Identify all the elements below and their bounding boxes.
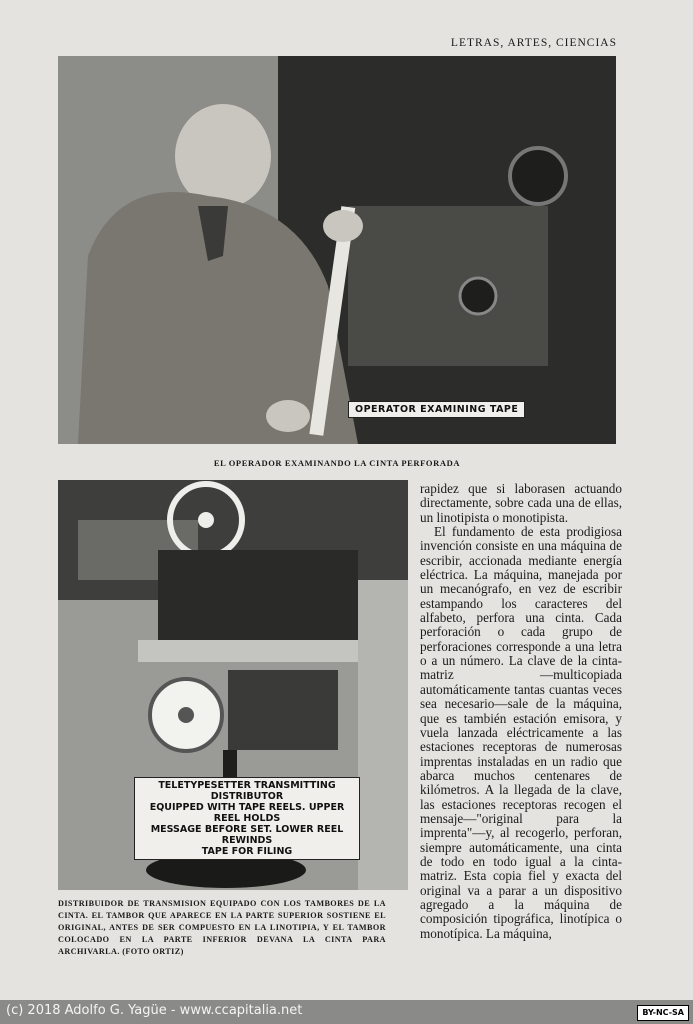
operator-photo-sign: OPERATOR EXAMINING TAPE bbox=[348, 401, 525, 418]
sign-line: EQUIPPED WITH TAPE REELS. UPPER REEL HOLDS bbox=[149, 802, 345, 824]
cc-license-badge: BY-NC-SA bbox=[637, 1005, 689, 1021]
sign-line: TAPE FOR FILING bbox=[201, 846, 293, 857]
photo2-caption: DISTRIBUIDOR DE TRANSMISION EQUIPADO CON LOS TAMBORES DE LA CINTA. EL TAMBOR QUE APARECE EN LA PARTE SUPERIOR SOSTIENE EL ORIGINAL, ANTES DE SER COMPUESTO EN LA LINOTIPIA, Y EL TAMBOR COLOCADO EN LA PARTE INFERIOR DEVANA LA CINTA PARA ARCHIVARLA. (FOTO ORTIZ) bbox=[58, 899, 386, 956]
sign-line: MESSAGE BEFORE SET. LOWER REEL REWINDS bbox=[150, 824, 344, 846]
footer-bar bbox=[0, 1000, 693, 1024]
operator-photo bbox=[58, 56, 616, 444]
photo1-caption: EL OPERADOR EXAMINANDO LA CINTA PERFORADA bbox=[213, 458, 461, 468]
sign-line: TELETYPESETTER TRANSMITTING DISTRIBUTOR bbox=[158, 780, 336, 802]
running-head: LETRAS, ARTES, CIENCIAS bbox=[450, 37, 617, 49]
operator-photo-illustration bbox=[58, 56, 616, 444]
distributor-photo-sign bbox=[134, 777, 360, 860]
copyright-credit: (c) 2018 Adolfo G. Yagüe - www.ccapitalia.net bbox=[6, 1003, 303, 1018]
article-column bbox=[420, 482, 622, 941]
article-paragraph: rapidez que si laborasen actuando directamente, sobre cada una de ellas, un linotipista o monotipista. bbox=[420, 481, 622, 525]
distributor-photo bbox=[58, 480, 408, 890]
article-paragraph: El fundamento de esta prodigiosa invención consiste en una máquina de escribir, accionada mediante energía eléctrica. La máquina, manejada por un mecanógrafo, en vez de escribir estampando los caracteres del alfabeto, perfora una cinta. Cada perforación o cada grupo de perforaciones corresponde a una letra o a un número. La clave de la cinta-matriz —multicopiada automáticamente tantas cuantas veces sea necesario—sale de la máquina, que es también estación emisora, y vuela lanzada eléctricamente a las estaciones receptoras de numerosas imprentas instaladas en un radio que abarca muchos centenares de kilómetros. A la llegada de la clave, las estaciones receptoras recogen el mensaje—"original para la imprenta"—y, al recogerlo, perforan, siempre automáticamente, una cinta de todo en todo igual a la cinta-matriz. Esta copia fiel y exacta del original va a parar a un dispositivo agregado a la máquina de composición tipográfica, linotípica o monotípica. La máquina, bbox=[420, 524, 622, 941]
